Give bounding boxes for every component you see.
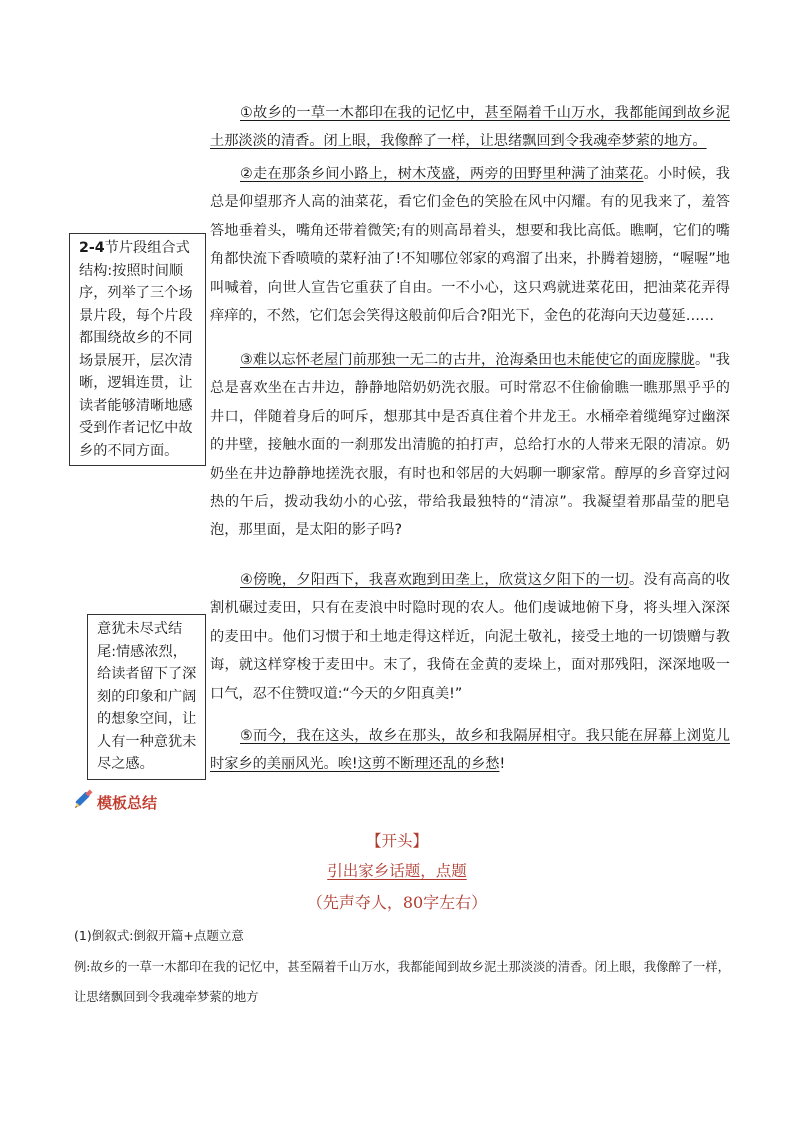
section-subtitle-text: 引出家乡话题，点题 [327,862,467,880]
pencil-icon [72,789,94,815]
paragraph-5-body: ! [499,756,506,773]
section-subtitle-2: （先声夺人，80字左右） [306,893,488,912]
paragraph-3-body: 。"我总是喜欢坐在古井边，静静地陪奶奶洗衣服。可时常忍不住偷偷瞧一瞧那黑乎乎的井口，伴随着身后的呵斥，想那其中是否真住着个井龙王。水桶牵着缆绳穿过幽深的井壁，接触水面的一刹那发出清脆的拍打声，总给打水的人带来无限的清凉。奶奶坐在井边静静地搓洗衣服，有时也和邻居的大妈聊一聊家常。醇厚的乡音穿过闷热的午后，拨动我幼小的心弦，带给我最独特的“清凉”。我凝望着那晶莹的肥皂泡，那里面，是太阳的影子吗? [210,352,730,539]
paragraph-2-body: 。小时候，我总是仰望那齐人高的油菜花，看它们金色的笑脸在风中闪耀。有的见我来了，羞答答地垂着头，嘴角还带着微笑;有的则高昂着头，想要和我比高低。瞧啊，它们的嘴角都快流下香喷喷的菜籽油了!不知哪位邻家的鸡溜了出来，扑腾着翅膀，“喔喔”地叫喊着，向世人宣告它重获了自由。一不小心，这只鸡就进菜花田，把油菜花弄得痒痒的，不然，它们怎会笑得这般前仰后合?阳光下，金色的花海向天边蔓延…… [210,166,730,325]
section-subtitle [0,859,794,881]
paragraph-3-underlined: ③难以忘怀老屋门前那独一无二的古井，沧海桑田也未能使它的面庞朦胧 [240,352,695,368]
paragraph-4 [210,566,730,708]
side-note-ending-text: 意犹未尽式结尾:情感浓烈，给读者留下了深刻的印象和广阔的想象空间，让人有一种意犹未尽之感。 [97,621,197,772]
paragraph-3 [210,346,730,545]
paragraph-4-underlined: ④傍晚，夕阳西下，我喜欢跑到田垄上，欣赏这夕阳下的一切 [240,572,630,588]
summary-heading [72,789,157,815]
method-line: (1)倒叙式:倒叙开篇+点题立意 [74,928,244,943]
paragraph-4-body: 。没有高高的收割机碾过麦田，只有在麦浪中时隐时现的农人。他们虔诚地俯下身，将头埋入深深的麦田中。他们习惯于和土地走得这样近，向泥土敬礼，接受土地的一切馈赠与教诲，就这样穿梭于麦田中。末了，我倚在金黄的麦垛上，面对那残阳，深深地吸一口气，忍不住赞叹道:“今天的夕阳真美!” [210,572,730,702]
paragraph-1 [210,99,730,156]
section-title: 【开头】 [365,832,428,850]
example-text: 例:故乡的一草一木都印在我的记忆中，甚至隔着千山万水，我都能闻到故乡泥土那淡淡的清香。闭上眼，我像醉了一样，让思绪飘回到令我魂牵梦萦的地方 [74,960,730,1004]
paragraph-5-underlined: ⑤而今，我在这头，故乡在那头，故乡和我隔屏相守。我只能在屏幕上浏览儿时家乡的美丽风光。唉!这剪不断理还乱的乡愁 [210,728,730,773]
paragraph-5 [210,722,730,779]
summary-label: 模板总结 [97,793,158,812]
paragraph-2-underlined: ②走在那条乡间小路上，树木茂盛，两旁的田野里种满了油菜花 [240,166,644,182]
paragraph-2 [210,160,730,330]
side-note-structure-range: 2-4 [79,240,105,256]
side-note-ending [87,614,206,780]
side-note-structure-text: 节片段组合式结构:按照时间顺序，列举了三个场景片段，每个片段都围绕故乡的不同场景展开，层次清晰，逻辑连贯，让读者能够清晰地感受到作者记忆中故乡的不同方面。 [79,240,193,459]
side-note-structure [69,233,206,466]
paragraph-1-underlined: ①故乡的一草一木都印在我的记忆中，甚至隔着千山万水，我都能闻到故乡泥土那淡淡的清香。闭上眼，我像醉了一样，让思绪飘回到令我魂牵梦萦的地方。 [210,105,730,150]
